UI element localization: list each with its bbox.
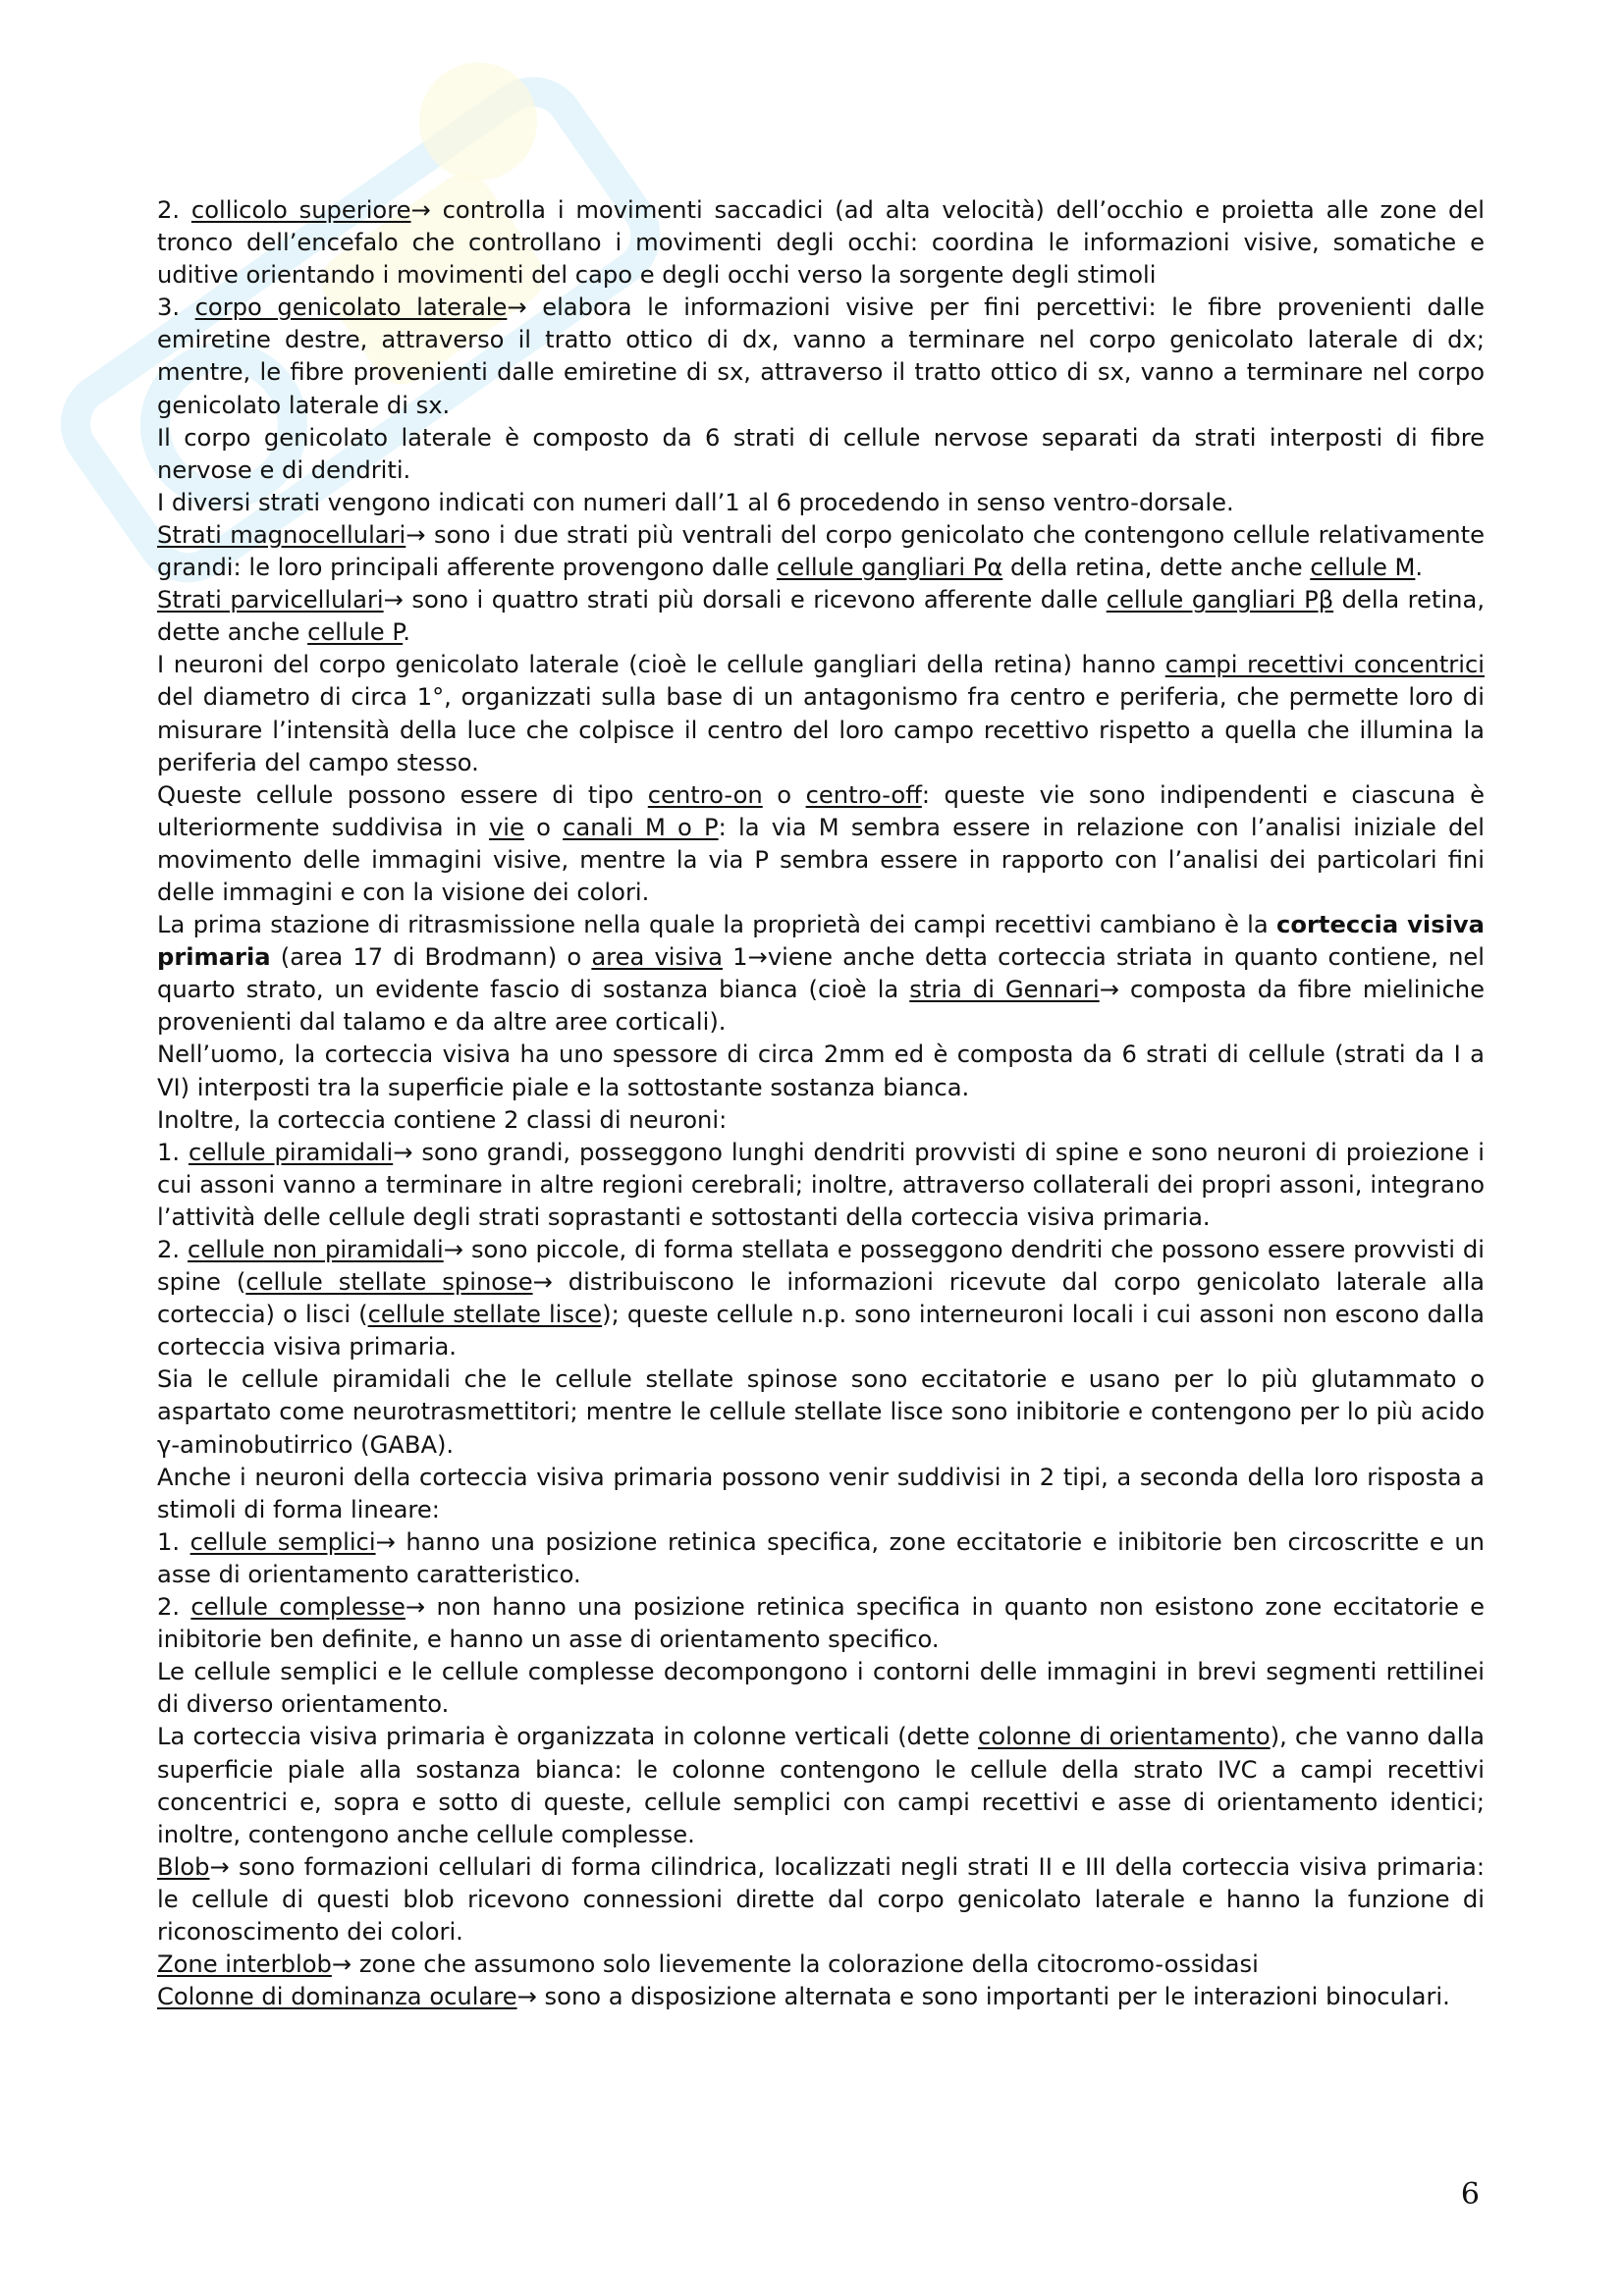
underlined-term: cellule non piramidali	[188, 1236, 444, 1263]
text-run: → controlla i movimenti saccadici (ad alta velocità) dell’occhio e proietta alle zone del tronco dell’encefalo che controllano i movimenti degli occhi: coordina le informazioni visive, somatiche e uditive orientando i movimenti del capo e degli occhi verso la sorgente degli stimoli	[157, 196, 1485, 290]
underlined-term: centro-off	[805, 780, 922, 809]
paragraph	[157, 422, 1485, 487]
underlined-term: Colonne di dominanza oculare	[157, 1983, 517, 2011]
underlined-term: cellule gangliari Pα	[777, 554, 1003, 582]
text-run: della retina, dette anche	[1002, 554, 1311, 582]
text-run: Queste cellule possono essere di tipo	[157, 780, 648, 809]
text-run: Il corpo genicolato laterale è composto da 6 strati di cellule nervose separati da strati interposti di fibre nervose e di dendriti.	[157, 423, 1485, 484]
text-run: ); queste cellule n.p. sono interneuroni locali i cui assoni non escono dalla corteccia visiva primaria.	[157, 1301, 1486, 1362]
paragraph	[157, 1234, 1485, 1363]
text-run: Inoltre, la corteccia contiene 2 classi di neuroni:	[157, 1105, 728, 1134]
text-run: → sono i due strati più ventrali del corpo genicolato che contengono cellule relativamente grandi: le loro principali afferente provengono dalle	[157, 520, 1485, 582]
paragraph	[157, 1591, 1485, 1656]
paragraph	[157, 1526, 1485, 1591]
text-run: → sono piccole, di forma stellata e posseggono dendriti che possono essere provvisti di spine (	[157, 1236, 1485, 1297]
text-run: → sono formazioni cellulari di forma cilindrica, localizzati negli strati II e III della corteccia visiva primaria: le cellule di questi blob ricevono connessioni dirette dal corpo genicolato laterale e hanno la funzione di riconoscimento dei colori.	[157, 1852, 1485, 1946]
paragraph	[157, 487, 1485, 519]
underlined-term: cellule complesse	[190, 1593, 406, 1622]
text-run: : la via M sembra essere in relazione con l’analisi iniziale del movimento delle immagini visive, mentre la via P sembra essere in rapporto con l’analisi dei particolari fini delle immagini e con la visione dei colori.	[157, 813, 1486, 906]
text-run: del diametro di circa 1°, organizzati sulla base di un antagonismo fra centro e periferia, che permette loro di misurare l’intensità della luce che colpisce il centro del loro campo recettivo rispetto a quella che illumina la periferia del campo stesso.	[157, 683, 1485, 776]
underlined-term: canali M o P	[563, 813, 719, 841]
underlined-term: Strati magnocellulari	[157, 520, 406, 549]
paragraph	[157, 1851, 1485, 1949]
text-run: → composta da fibre mieliniche provenienti dal talamo e da altre aree corticali).	[157, 976, 1485, 1037]
underlined-term: area visiva	[591, 943, 723, 972]
paragraph	[157, 1981, 1485, 2013]
text-run: → sono a disposizione alternata e sono importanti per le interazioni binoculari.	[516, 1983, 1450, 2011]
paragraph	[157, 649, 1485, 778]
text-run: .	[1415, 554, 1424, 582]
text-run: → zone che assumono solo lievemente la colorazione della citocromo-ossidasi	[331, 1950, 1259, 1979]
text-run: della retina, dette anche	[157, 586, 1486, 647]
text-run: I neuroni del corpo genicolato laterale (cioè le cellule gangliari della retina) hanno	[157, 651, 1165, 679]
text-run: (area 17 di Brodmann) o	[270, 943, 592, 972]
underlined-term: collicolo superiore	[190, 196, 411, 224]
paragraph	[157, 1949, 1485, 1981]
underlined-term: campi recettivi concentrici	[1164, 651, 1485, 679]
text-run: 3.	[157, 294, 195, 322]
page-number: 6	[1460, 2177, 1480, 2212]
paragraph	[157, 1721, 1485, 1850]
paragraph	[157, 519, 1485, 584]
paragraph	[157, 194, 1485, 292]
underlined-term: stria di Gennari	[909, 976, 1100, 1004]
underlined-term: colonne di orientamento	[977, 1723, 1271, 1751]
underlined-term: Strati parvicellulari	[157, 586, 384, 614]
paragraph	[157, 1363, 1485, 1461]
underlined-term: corpo genicolato laterale	[194, 294, 508, 322]
paragraph	[157, 1039, 1485, 1103]
text-run: I diversi strati vengono indicati con numeri dall’1 al 6 procedendo in senso ventro-dorsale.	[157, 488, 1234, 516]
text-run: → sono i quattro strati più dorsali e ricevono afferente dalle	[383, 586, 1107, 614]
bold-term: corteccia visiva primaria	[157, 911, 1485, 972]
text-run: 1.	[157, 1527, 190, 1556]
text-run: 1.	[157, 1138, 189, 1166]
paragraph	[157, 909, 1485, 1039]
underlined-term: centro-on	[647, 780, 763, 809]
text-run: 2.	[157, 1593, 191, 1622]
underlined-term: cellule P	[307, 618, 404, 647]
underlined-term: cellule stellate spinose	[245, 1268, 533, 1297]
underlined-term: vie	[488, 813, 524, 841]
text-run: → hanno una posizione retinica specifica, zone eccitatorie e inibitorie ben circoscritte e un asse di orientamento caratteristico.	[157, 1527, 1485, 1588]
underlined-term: cellule piramidali	[189, 1138, 394, 1166]
text-run: o	[523, 813, 564, 841]
text-run: La prima stazione di ritrasmissione nella quale la proprietà dei campi recettivi cambiano è la	[157, 911, 1276, 939]
text-run: Nell’uomo, la corteccia visiva ha uno spessore di circa 2mm ed è composta da 6 strati di cellule (strati da I a VI) interposti tra la superficie piale e la sottostante sostanza bianca.	[157, 1041, 1485, 1101]
text-run: .	[403, 618, 410, 647]
paragraph	[157, 1137, 1485, 1234]
text-run: La corteccia visiva primaria è organizzata in colonne verticali (dette	[157, 1723, 978, 1751]
underlined-term: cellule semplici	[189, 1527, 376, 1556]
text-run: Sia le cellule piramidali che le cellule stellate spinose sono eccitatorie e usano per lo più glutammato o aspartato come neurotrasmettitori; mentre le cellule stellate lisce sono inibitorie e contengono per lo più acido γ-aminobutirrico (GABA).	[157, 1365, 1485, 1459]
text-run: Anche i neuroni della corteccia visiva primaria possono venir suddivisi in 2 tipi, a seconda della loro risposta a stimoli di forma lineare:	[157, 1463, 1485, 1523]
text-run: ), che vanno dalla superficie piale alla sostanza bianca: le colonne contengono le cellule della strato IVC a campi recettivi concentrici e, sopra e sotto di queste, cellule semplici con campi recettivi e asse di orientamento identici; inoltre, contengono anche cellule complesse.	[157, 1723, 1486, 1848]
document-body	[157, 194, 1485, 2013]
underlined-term: Blob	[157, 1852, 210, 1881]
text-run: 1→viene anche detta corteccia striata in quanto contiene, nel quarto strato, un evidente fascio di sostanza bianca (cioè la	[157, 943, 1486, 1004]
paragraph	[157, 779, 1485, 909]
text-run: o	[762, 780, 806, 809]
paragraph	[157, 584, 1485, 649]
text-run: : queste vie sono indipendenti e ciascuna è ulteriormente suddivisa in	[157, 780, 1485, 841]
text-run: 2.	[157, 196, 191, 224]
text-run: 2.	[157, 1236, 189, 1263]
text-run: → sono grandi, posseggono lunghi dendriti provvisti di spine e sono neuroni di proiezione i cui assoni vanno a terminare in altre regioni cerebrali; inoltre, attraverso collaterali dei propri assoni, integrano l’attività delle cellule degli strati soprastanti e sottostanti della corteccia visiva primaria.	[157, 1138, 1485, 1231]
underlined-term: cellule gangliari Pβ	[1106, 586, 1334, 614]
text-run: → elabora le informazioni visive per fini percettivi: le fibre provenienti dalle emiretine destre, attraverso il tratto ottico di dx, vanno a terminare nel corpo genicolato laterale di dx; mentre, le fibre provenienti dalle emiretine di sx, attraverso il tratto ottico di sx, vanno a terminare nel corpo genicolato laterale di sx.	[157, 294, 1485, 419]
text-run: Le cellule semplici e le cellule complesse decompongono i contorni delle immagini in brevi segmenti rettilinei di diverso orientamento.	[157, 1658, 1485, 1719]
underlined-term: cellule stellate lisce	[367, 1301, 603, 1329]
paragraph	[157, 1462, 1485, 1526]
text-run: → non hanno una posizione retinica specifica in quanto non esistono zone eccitatorie e inibitorie ben definite, e hanno un asse di orientamento specifico.	[157, 1593, 1485, 1654]
underlined-term: Zone interblob	[157, 1950, 332, 1979]
underlined-term: cellule M	[1310, 554, 1416, 582]
paragraph	[157, 1104, 1485, 1137]
text-run: → distribuiscono le informazioni ricevute dal corpo genicolato laterale alla corteccia) o lisci (	[157, 1268, 1485, 1329]
paragraph	[157, 1656, 1485, 1721]
paragraph	[157, 292, 1485, 421]
